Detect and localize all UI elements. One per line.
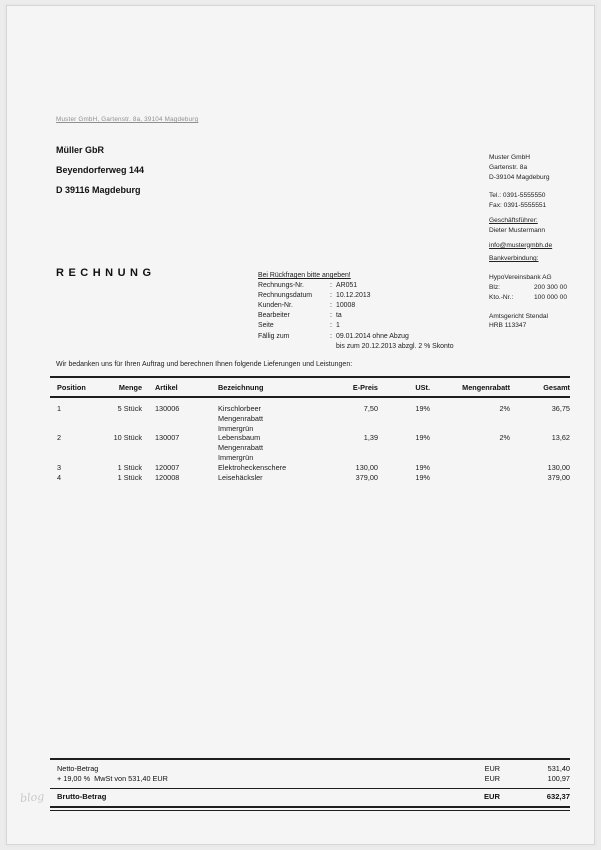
court-name: Amtsgericht Stendal xyxy=(489,312,549,320)
gross-label: Brutto-Betrag xyxy=(57,792,107,801)
item-description: Lebensbaum Mengenrabatt Immergrün xyxy=(218,433,264,462)
watermark-text: blog xyxy=(19,789,45,806)
bank-label: Bankverbindung: xyxy=(489,255,539,263)
meta-row-due-date: Fällig zum : 09.01.2014 ohne Abzug xyxy=(258,332,498,342)
company-street: Gartenstr. 8a xyxy=(489,163,528,171)
header-discount: Mengenrabatt xyxy=(462,382,510,392)
header-description: Bezeichnung xyxy=(218,382,264,392)
meta-row-page: Seite : 1 xyxy=(258,321,498,331)
header-article: Artikel xyxy=(155,382,178,392)
blz-value: 200 300 00 xyxy=(533,283,567,291)
invoice-number: AR051 xyxy=(336,282,358,290)
net-amount: 531,40 xyxy=(547,764,570,773)
item-description: Leisehäcksler xyxy=(218,472,263,482)
due-date-skonto-note: bis zum 20.12.2013 abzgl. 2 % Skonto xyxy=(336,342,454,350)
spacer xyxy=(489,264,573,273)
blz-label: Blz: xyxy=(489,283,500,291)
ceo-label: Geschäftsführer: xyxy=(489,216,538,224)
table-row: 4 1 Stück 120008 Leisehäcksler 379,00 19% 379,00 xyxy=(57,472,570,482)
gross-currency: EUR xyxy=(483,792,500,801)
items-table-body xyxy=(50,404,570,482)
meta-row-clerk: Bearbeiter : ta xyxy=(258,311,498,321)
company-name: Muster GmbH xyxy=(489,154,531,161)
meta-row-invoice-date: Rechnungsdatum : 10.12.2013 xyxy=(258,291,498,301)
customer-number: 10008 xyxy=(336,302,356,310)
totals-bottom-double-rule xyxy=(50,806,570,812)
table-row: 2 10 Stück 130007 Lebensbaum Mengenrabatt Immergrün 1,39 19% 2% 13,62 xyxy=(57,433,570,462)
net-amount-row xyxy=(50,760,570,774)
kto-label: Kto.-Nr.: xyxy=(489,293,514,301)
invoice-title: RECHNUNG xyxy=(56,267,156,279)
spacer xyxy=(489,303,573,312)
company-fax: Fax: 0391-5555551 xyxy=(489,202,547,210)
recipient-city: D 39116 Magdeburg xyxy=(56,185,141,195)
kto-value: 100 000 00 xyxy=(533,293,567,301)
item-description: Elektroheckenschere xyxy=(218,462,287,472)
intro-line: Wir bedanken uns für Ihren Auftrag und berechnen Ihnen folgende Lieferungen und Leistungen: xyxy=(56,361,353,368)
company-info-block xyxy=(489,153,573,331)
header-unit-price: E-Preis xyxy=(352,382,378,392)
ceo-name: Dieter Mustermann xyxy=(489,226,546,234)
net-currency: EUR xyxy=(484,764,500,773)
gross-amount: 632,37 xyxy=(546,792,570,801)
clerk: ta xyxy=(336,312,342,320)
items-table-header xyxy=(50,376,570,398)
bank-account-row xyxy=(489,293,567,303)
invoice-meta-block xyxy=(258,271,498,352)
vat-row xyxy=(50,774,570,784)
spacer xyxy=(489,182,573,191)
header-vat: USt. xyxy=(415,382,430,392)
page-number: 1 xyxy=(336,322,340,330)
bank-name: HypoVereinsbank AG xyxy=(489,274,552,282)
item-description: Kirschlorbeer Mengenrabatt Immergrün xyxy=(218,404,264,433)
vat-label: + 19,00 % MwSt von 531,40 EUR xyxy=(57,774,168,783)
vat-currency: EUR xyxy=(484,774,500,783)
net-label: Netto-Betrag xyxy=(57,764,99,773)
header-position: Position xyxy=(57,382,86,392)
company-city: D-39104 Magdeburg xyxy=(489,173,550,181)
bank-blz-row xyxy=(489,283,567,293)
recipient-street: Beyendorferweg 144 xyxy=(56,165,145,175)
invoice-date: 10.12.2013 xyxy=(336,292,371,300)
sender-address-line: Muster GmbH, Gartenstr. 8a, 39104 Magdeburg xyxy=(56,116,199,123)
register-number: HRB 113347 xyxy=(489,322,527,330)
table-row: 3 1 Stück 120007 Elektroheckenschere 130,00 19% 130,00 xyxy=(57,462,570,472)
header-total: Gesamt xyxy=(543,382,570,392)
company-phone: Tel.: 0391-5555550 xyxy=(489,192,546,200)
meta-note: Bei Rückfragen bitte angeben! xyxy=(258,272,351,279)
recipient-name: Müller GbR xyxy=(56,145,105,155)
due-date: 09.01.2014 ohne Abzug xyxy=(336,332,409,340)
vat-amount: 100,97 xyxy=(547,774,570,783)
company-email: info@mustergmbh.de xyxy=(489,241,553,249)
meta-row-invoice-number: Rechnungs-Nr. : AR051 xyxy=(258,281,498,291)
recipient-address-block xyxy=(56,140,144,200)
header-quantity: Menge xyxy=(118,382,142,392)
gross-amount-row xyxy=(50,789,570,806)
totals-block xyxy=(50,758,570,811)
meta-row-customer-number: Kunden-Nr. : 10008 xyxy=(258,301,498,311)
table-row: 1 5 Stück 130006 Kirschlorbeer Mengenrabatt Immergrün 7,50 19% 2% 36,75 xyxy=(57,404,570,433)
